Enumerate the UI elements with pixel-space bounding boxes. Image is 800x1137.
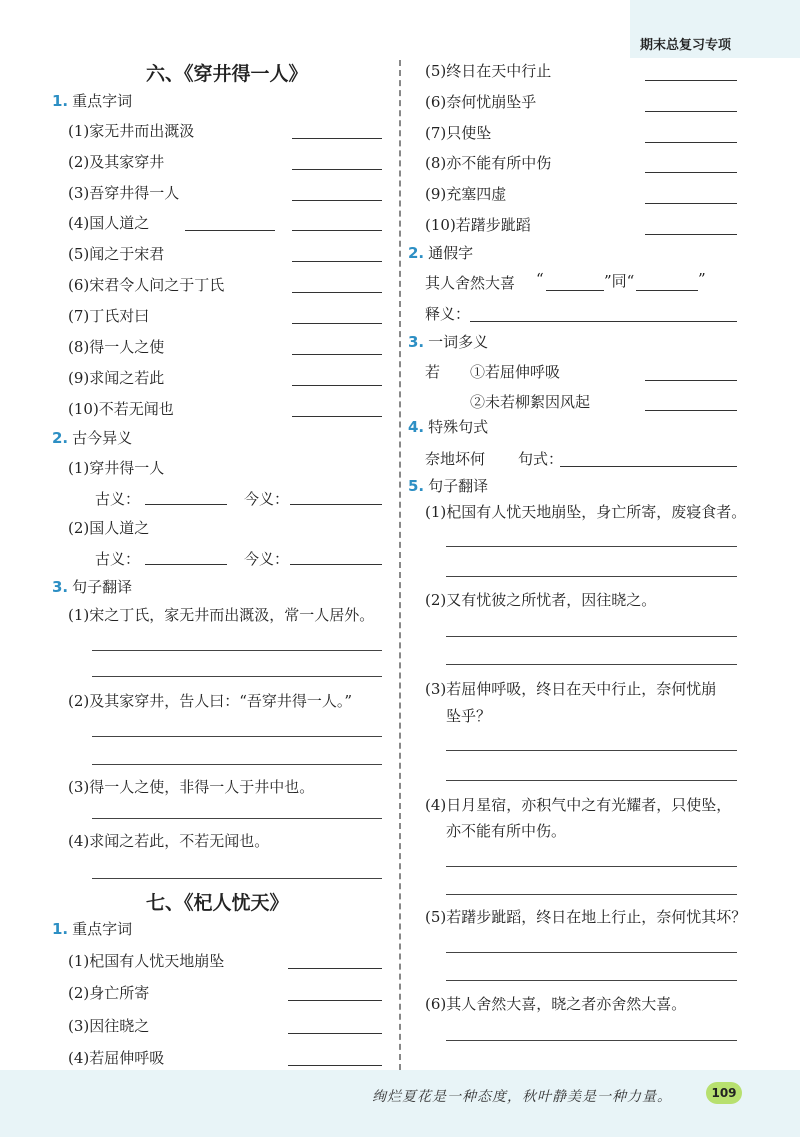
answer-blank[interactable]: [185, 230, 275, 231]
answer-blank[interactable]: [292, 416, 382, 417]
answer-blank[interactable]: [292, 292, 382, 293]
answer-blank[interactable]: [292, 230, 382, 231]
answer-blank[interactable]: [288, 968, 382, 969]
vocab-item: (9)求闻之若此: [68, 369, 165, 387]
tongjia-sentence: 其人舍然大喜: [425, 274, 516, 292]
page-number: 109: [706, 1082, 742, 1104]
vocab-item: (9)充塞四虚: [425, 185, 507, 203]
sentence-type-label: 句式：: [518, 450, 564, 468]
answer-blank[interactable]: [292, 323, 382, 324]
vocab-item: (8)得一人之使: [68, 338, 165, 356]
answer-blank[interactable]: [290, 564, 382, 565]
answer-blank[interactable]: [288, 1000, 382, 1001]
answer-blank[interactable]: [645, 203, 737, 204]
answer-line[interactable]: [92, 764, 382, 765]
answer-blank[interactable]: [645, 410, 737, 411]
translation-sentence: (3)若屈伸呼吸，终日在天中行止，奈何忧崩: [425, 680, 717, 698]
answer-line[interactable]: [446, 664, 737, 665]
answer-line[interactable]: [446, 750, 737, 751]
section-heading: 4. 特殊句式: [408, 418, 489, 436]
vocab-item: (4)国人道之: [68, 214, 150, 232]
translation-sentence: (6)其人舍然大喜，晓之者亦舍然大喜。: [425, 995, 687, 1013]
answer-blank[interactable]: [288, 1033, 382, 1034]
answer-blank[interactable]: [560, 466, 737, 467]
vocab-item: (10)不若无闻也: [68, 400, 174, 418]
section-tag: 期末总复习专项: [640, 38, 732, 53]
answer-line[interactable]: [446, 894, 737, 895]
polysemy-item: ①若屈伸呼吸: [470, 363, 561, 381]
answer-line[interactable]: [446, 1040, 737, 1041]
section-heading: 1. 重点字词: [52, 920, 133, 938]
vocab-item: (2)身亡所寄: [68, 984, 150, 1002]
translation-sentence: (2)又有忧彼之所忧者，因往晓之。: [425, 591, 657, 609]
footer-bar: [0, 1070, 800, 1137]
answer-blank[interactable]: [645, 80, 737, 81]
lesson-title-6: 六、《穿井得一人》: [146, 63, 308, 85]
answer-line[interactable]: [446, 576, 737, 577]
vocab-item: (7)丁氏对曰: [68, 307, 150, 325]
answer-line[interactable]: [446, 780, 737, 781]
section-heading: 2. 古今异义: [52, 429, 133, 447]
translation-sentence: (1)杞国有人忧天地崩坠，身亡所寄，废寝食者。: [425, 503, 747, 521]
answer-blank[interactable]: [292, 138, 382, 139]
answer-blank[interactable]: [645, 142, 737, 143]
answer-blank[interactable]: [546, 290, 604, 291]
answer-line[interactable]: [92, 818, 382, 819]
answer-blank[interactable]: [288, 1065, 382, 1066]
section-heading: 3. 句子翻译: [52, 578, 133, 596]
answer-blank[interactable]: [292, 261, 382, 262]
section-heading: 3. 一词多义: [408, 333, 489, 351]
footer-motto: 绚烂夏花是一种态度，秋叶静美是一种力量。: [372, 1089, 672, 1105]
answer-blank[interactable]: [292, 200, 382, 201]
translation-sentence: (1)宋之丁氏，家无井而出溉汲，常一人居外。: [68, 606, 375, 624]
column-divider: [399, 60, 401, 1070]
answer-blank[interactable]: [645, 111, 737, 112]
vocab-item: (6)奈何忧崩坠乎: [425, 93, 537, 111]
word-item: (2)国人道之: [68, 519, 150, 537]
translation-sentence: (4)日月星宿，亦积气中之有光耀者，只使坠，: [425, 796, 732, 814]
translation-sentence-cont: 坠乎？: [446, 707, 492, 725]
quote-mark: “: [536, 270, 544, 288]
answer-blank[interactable]: [645, 234, 737, 235]
polysemy-item: ②未若柳絮因风起: [470, 393, 591, 411]
ancient-meaning-label: 古义：: [95, 490, 141, 508]
tong-label: ”同“: [604, 272, 635, 290]
answer-blank[interactable]: [290, 504, 382, 505]
special-sentence: 奈地坏何: [425, 450, 486, 468]
vocab-item: (1)家无井而出溉汲: [68, 122, 195, 140]
answer-blank[interactable]: [645, 380, 737, 381]
answer-blank[interactable]: [470, 321, 737, 322]
answer-blank[interactable]: [292, 385, 382, 386]
lesson-title-7: 七、《杞人忧天》: [146, 892, 289, 914]
answer-line[interactable]: [92, 650, 382, 651]
vocab-item: (5)终日在天中行止: [425, 62, 552, 80]
answer-blank[interactable]: [636, 290, 698, 291]
vocab-item: (1)杞国有人忧天地崩坠: [68, 952, 225, 970]
answer-line[interactable]: [446, 980, 737, 981]
translation-sentence: (3)得一人之使，非得一人于井中也。: [68, 778, 315, 796]
answer-line[interactable]: [92, 676, 382, 677]
meaning-label: 释义：: [425, 305, 471, 323]
header-banner: [630, 0, 800, 58]
ancient-meaning-label: 古义：: [95, 550, 141, 568]
vocab-item: (2)及其家穿井: [68, 153, 165, 171]
translation-sentence: (4)求闻之若此，不若无闻也。: [68, 832, 270, 850]
answer-blank[interactable]: [145, 564, 227, 565]
answer-line[interactable]: [446, 546, 737, 547]
translation-sentence: (2)及其家穿井，告人曰：“吾穿井得一人。”: [68, 692, 353, 710]
answer-line[interactable]: [446, 636, 737, 637]
vocab-item: (3)吾穿井得一人: [68, 184, 180, 202]
vocab-item: (8)亦不能有所中伤: [425, 154, 552, 172]
section-heading: 2. 通假字: [408, 244, 474, 262]
answer-blank[interactable]: [645, 172, 737, 173]
section-heading: 1. 重点字词: [52, 92, 133, 110]
section-heading: 5. 句子翻译: [408, 477, 489, 495]
word-item: (1)穿井得一人: [68, 459, 165, 477]
answer-blank[interactable]: [292, 169, 382, 170]
vocab-item: (10)若躇步跐蹈: [425, 216, 531, 234]
answer-line[interactable]: [446, 866, 737, 867]
answer-line[interactable]: [92, 878, 382, 879]
vocab-item: (4)若屈伸呼吸: [68, 1049, 165, 1067]
answer-blank[interactable]: [292, 354, 382, 355]
translation-sentence: (5)若躇步跐蹈，终日在地上行止，奈何忧其坏？: [425, 908, 747, 926]
vocab-item: (3)因往晓之: [68, 1017, 150, 1035]
answer-blank[interactable]: [145, 504, 227, 505]
vocab-item: (6)宋君令人问之于丁氏: [68, 276, 225, 294]
translation-sentence-cont: 亦不能有所中伤。: [446, 822, 567, 840]
modern-meaning-label: 今义：: [244, 550, 290, 568]
answer-line[interactable]: [446, 952, 737, 953]
vocab-item: (7)只使坠: [425, 124, 492, 142]
vocab-item: (5)闻之于宋君: [68, 245, 165, 263]
quote-mark: ”: [698, 270, 706, 288]
polysemy-word: 若: [425, 363, 441, 381]
modern-meaning-label: 今义：: [244, 490, 290, 508]
answer-line[interactable]: [92, 736, 382, 737]
